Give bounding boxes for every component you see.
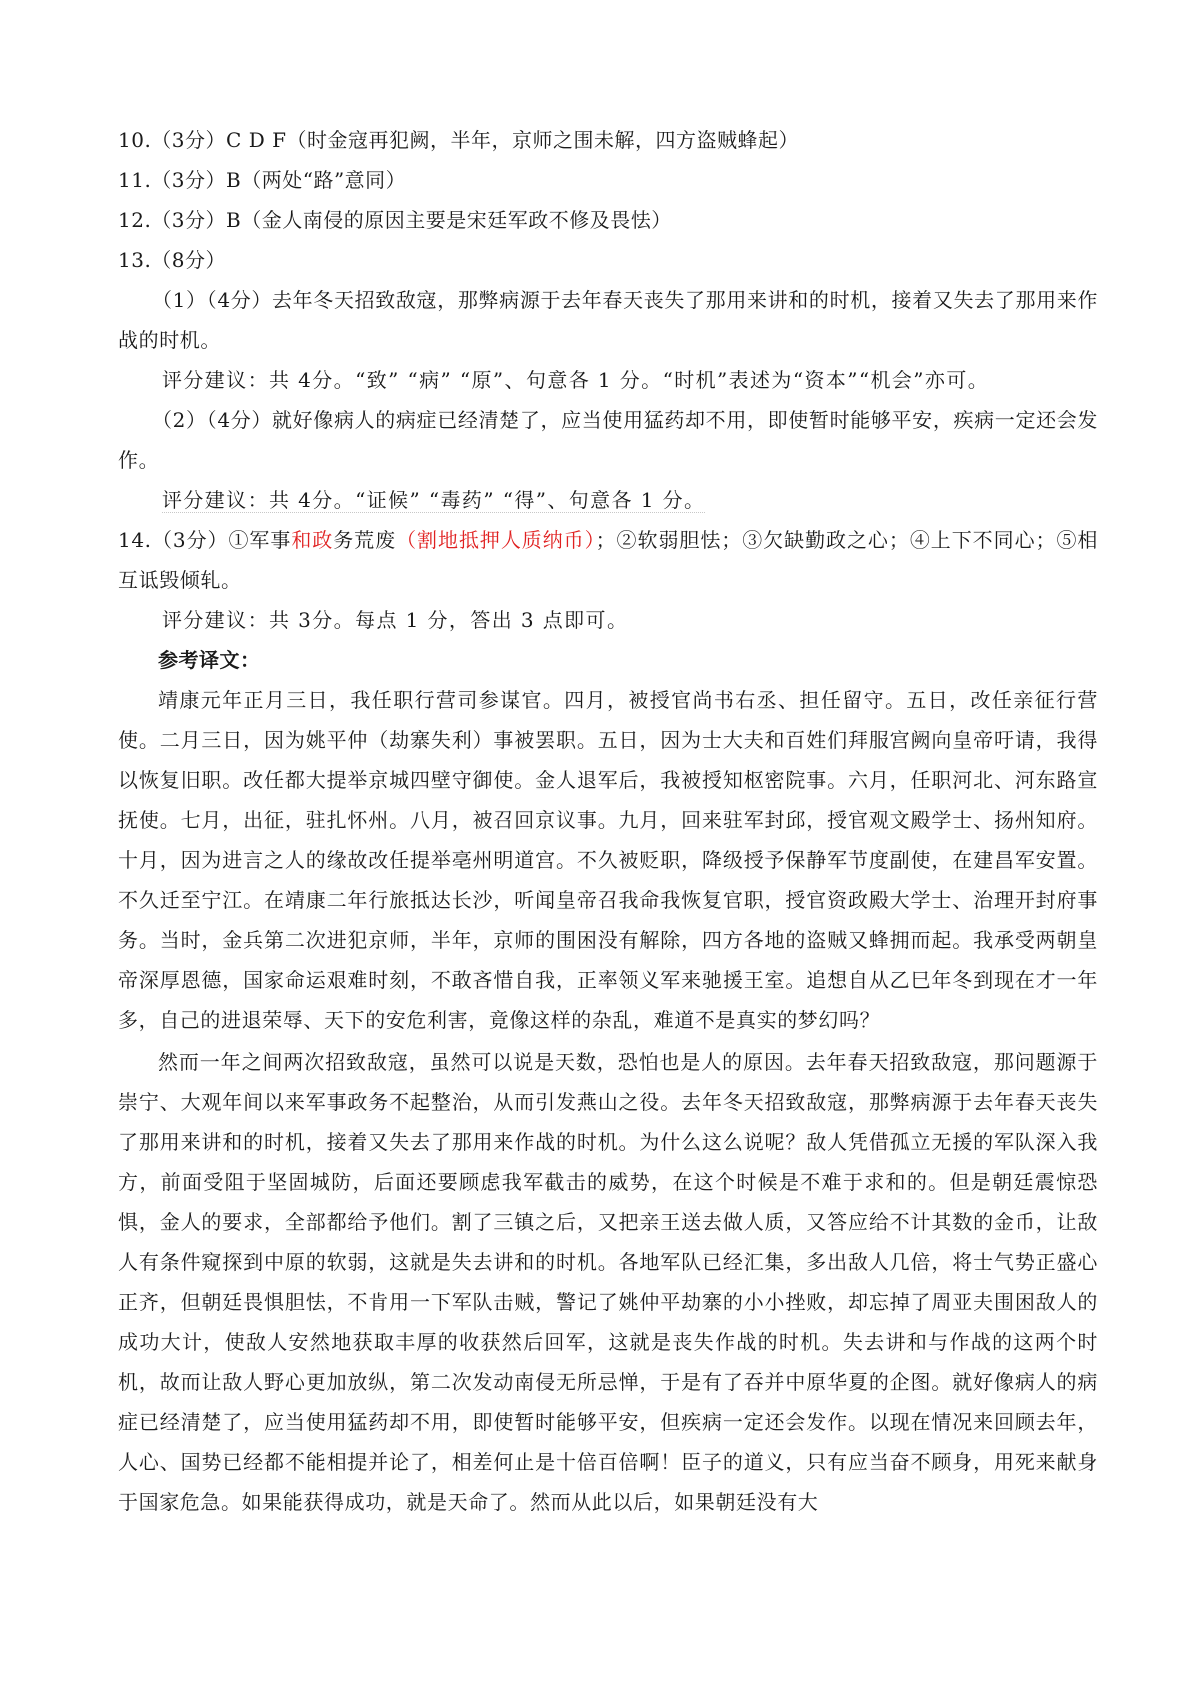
scoring-note-q14: 评分建议：共 3分。每点 1 分，答出 3 点即可。: [162, 608, 629, 632]
answer-q13-part2-text: （2）（4分）就好像病人的病症已经清楚了，应当使用猛药却不用，即使暂时能够平安，疾病一定还会发作。: [118, 408, 1098, 472]
scoring-note-q13-part1: [118, 360, 1098, 400]
answer-q14: [118, 520, 1098, 600]
answer-q14-highlight-1: 和政: [291, 528, 334, 552]
translation-paragraph-2: 然而一年之间两次招致敌寇，虽然可以说是天数，恐怕也是人的原因。去年春天招致敌寇，那问题源于崇宁、大观年间以来军事政务不起整治，从而引发燕山之役。去年冬天招致敌寇，那弊病源于去年春天丧失了那用来讲和的时机，接着又失去了那用来作战的时机。为什么这么说呢？敌人凭借孤立无援的军队深入我方，前面受阻于坚固城防，后面还要顾虑我军截击的威势，在这个时候是不难于求和的。但是朝廷震惊恐惧，金人的要求，全部都给予他们。割了三镇之后，又把亲王送去做人质，又答应给不计其数的金币，让敌人有条件窥探到中原的软弱，这就是失去讲和的时机。各地军队已经汇集，多出敌人几倍，将士气势正盛心正齐，但朝廷畏惧胆怯，不肯用一下军队击贼，警记了姚仲平劫寨的小小挫败，却忘掉了周亚夫围困敌人的成功大计，使敌人安然地获取丰厚的收获然后回军，这就是丧失作战的时机。失去讲和与作战的这两个时机，故而让敌人野心更加放纵，第二次发动南侵无所忌惮，于是有了吞并中原华夏的企图。就好像病人的病症已经清楚了，应当使用猛药却不用，即使暂时能够平安，但疾病一定还会发作。以现在情况来回顾去年，人心、国势已经都不能相提并论了，相差何止是十倍百倍啊！臣子的道义，只有应当奋不顾身，用死来献身于国家危急。如果能获得成功，就是天命了。然而从此以后，如果朝廷没有大: [118, 1050, 1098, 1514]
answer-q11: 11.（3分）B（两处“路”意同）: [118, 168, 407, 192]
translation-paragraph-1: 靖康元年正月三日，我任职行营司参谋官。四月，被授官尚书右丞、担任留守。五日，改任亲征行营使。二月三日，因为姚平仲（劫寨失利）事被罢职。五日，因为士大夫和百姓们拜服宫阙向皇帝吁请，我得以恢复旧职。改任都大提举京城四壁守御使。金人退军后，我被授知枢密院事。六月，任职河北、河东路宣抚使。七月，出征，驻扎怀州。八月，被召回京议事。九月，回来驻军封邱，授官观文殿学士、扬州知府。十月，因为进言之人的缘故改任提举亳州明道宫。不久被贬职，降级授予保静军节度副使，在建昌军安置。不久迁至宁江。在靖康二年行旅抵达长沙，听闻皇帝召我命我恢复官职，授官资政殿大学士、治理开封府事务。当时，金兵第二次进犯京师，半年，京师的围困没有解除，四方各地的盗贼又蜂拥而起。我承受两朝皇帝深厚恩德，国家命运艰难时刻，不敢吝惜自我，正率领义军来驰援王室。追想自从乙巳年冬到现在才一年多，自己的进退荣辱、天下的安危利害，竟像这样的杂乱，难道不是真实的梦幻吗？: [118, 688, 1098, 1032]
translation-heading: 参考译文：: [158, 648, 261, 672]
answer-q13-part1: [118, 280, 1098, 360]
answer-q13-part1-text: （1）（4分）去年冬天招致敌寇，那弊病源于去年春天丧失了那用来讲和的时机，接着又失去了那用来作战的时机。: [118, 288, 1098, 352]
answer-q14-highlight-2: （割地抵押人质纳币）: [396, 528, 596, 552]
scoring-note-q13-part2: [118, 480, 1098, 520]
answer-q13-part2: [118, 400, 1098, 480]
answer-q14-text-e: ；②软弱胆怯；③欠缺勤政之心；④上下不同心；⑤相互诋毁倾轧。: [118, 528, 1099, 592]
answer-q13: 13.（8分）: [118, 248, 227, 272]
answer-q10: 10.（3分）C D F（时金寇再犯阙，半年，京师之围未解，四方盗贼蜂起）: [118, 128, 799, 152]
answer-q14-text-a: 14.（3分）①军事: [118, 528, 292, 552]
answer-q12: 12.（3分）B（金人南侵的原因主要是宋廷军政不修及畏怯）: [118, 208, 672, 232]
scoring-note-q13-part2-text: 评分建议：共 4分。“证候” “毒药” “得”、句意各 1 分。: [162, 488, 706, 512]
answer-q14-text-c: 务荒废: [333, 528, 397, 552]
scoring-note-q13-part1-text: 评分建议：共 4分。“致” “病” “原”、句意各 1 分。“时机”表述为“资本”“机会”亦可。: [162, 368, 990, 392]
answer-document: [118, 120, 1098, 1522]
